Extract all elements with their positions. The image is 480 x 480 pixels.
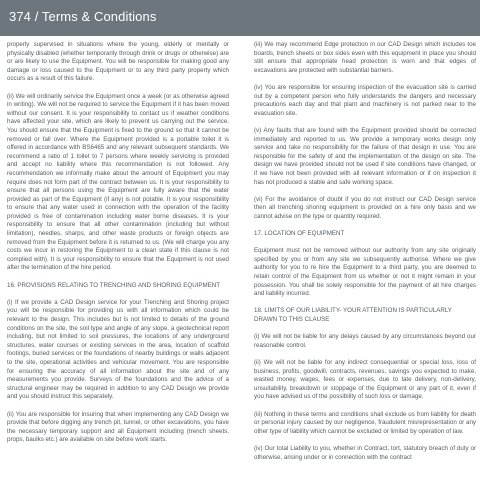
paragraph: (iv) Our total Liability to you, whether in Contract, tort, statutory breach of duty or otherwise, arising under or in connection with the contract <box>254 444 476 461</box>
paragraph: (iv) You are responsible for ensuring inspection of the evacuation site is carried out by a competent person who fully understands the dangers and necessary precautions each day and that plant and machinery is not parked near to the evacuation site. <box>254 83 476 117</box>
section-heading-17: 17. LOCATION OF EQUIPMENT <box>254 230 345 238</box>
paragraph: (v) Any faults that are found with the Equipment provided should be corrected immediately and reported to us. We provide a temporary works design only service and take no responsibility for the failure of that design in use. You are responsible for the safety of and the implementation of the design on site. The design we have provided should not be used if site conditions have changed, or if we have not been provided with all relevant information or if on inspection it has not produced a stable and safe working space. <box>254 126 476 186</box>
paragraph: Equipment must not be removed without our authority from any site originally specified by you or from any site we subsequently authorise. Where we give authority for you to re hire the Equipment to a third party, you are deemed to retain control of the Equipment from us whether or not it might remain in your possession. You shall be solely responsible for the payment of all hire charges and liability incurred. <box>254 247 476 298</box>
page-title <box>9 9 156 24</box>
paragraph: (i) If we provide a CAD Design service for your Trenching and Shoring project you will be responsible for providing us with all information which could be relevant to the design. This includes but is not limited to details of the ground conditions on the site, the soil type and angle of any slope, a geotechnical report including, but not limited to soil pressures, the locations of any underground structures, water courses or existing services in the area, location of scaffold footings, buried services or the foundations of nearby buildings or walls adjacent to the site, operational activities and vehicular movement. You are responsible for ensuring the accuracy of all information about the site and of any measurements you provide. Surveys of the foundations and the advice of a structural engineer may be required in addition to any CAD Design we provide and you should instruct this separately. <box>7 298 229 401</box>
left-column <box>7 41 229 454</box>
right-column <box>254 41 476 471</box>
page-header <box>0 0 480 36</box>
section-heading-18: 18. LIMITS OF OUR LIABILITY- YOUR ATTENTION IS PARTICULARLY DRAWN TO THIS CLAUSE <box>254 307 452 323</box>
paragraph: (iii) Nothing in these terms and conditions shall exclude us from liability for death or personal injury caused by our negligence, fraudulent misrepresentation or any other type of liability which cannot be excluded or limited by operation of law. <box>254 410 476 435</box>
page-number: 374 <box>9 9 31 24</box>
section-heading-16: 16. PROVISIONS RELATING TO TRENCHING AND SHORING EQUIPMENT <box>7 281 221 289</box>
title-separator: / <box>31 9 42 24</box>
paragraph: (ii) You are responsible for insuring that when implementing any CAD Design we provide that before digging any trench pit, tunnel, or other excavations, you have the necessary temporary support and all Equipment including (trench sheets, props, baulks etc.) are available on site before work starts. <box>7 410 229 444</box>
section-title: Terms & Conditions <box>41 9 157 24</box>
paragraph: (ii) We will not be liable for any indirect consequential or special loss, loss of business, profits, goodwill, contracts, revenues, savings you expected to make, wasted money, wages, fees or expenses, due to late delivery, non-delivery, unsuitability, breakdown or stoppage of the Equipment or any part of it, even if you have advised us of the possibility of such loss or damage. <box>254 358 476 401</box>
paragraph: (vi) For the avoidance of doubt if you do not instruct our CAD Design service then all trenching shoring equipment is provided on a hire only basis and we cannot advise on the type or quantity required. <box>254 195 476 220</box>
paragraph: properly supervised in situations where the young, elderly or mentally or physically disabled (whether temporarily through drink or drugs or otherwise) are or are likely to use the Equipment. You will be responsible for making good any damage or loss caused to the Equipment or to any third party property which occurs as a result of this failure. <box>7 41 229 83</box>
paragraph: (iii) We may recommend Edge protection in our CAD Design which includes toe boards, trench sheets or box sides even with this equipment in place you should still ensure that appropriate head protection is worn and that edges of excavations are protected with substantial barriers. <box>254 41 476 74</box>
paragraph: (ii) We will ordinarily service the Equipment once a week (or as otherwise agreed in writing). We will not be required to service the Equipment if it has been moved without our consent. It is your responsibility to contact us if weather conditions have affected your site, which are likely to prevent us carrying out the service. You should ensure that the Equipment is fixed to the ground so that it cannot be removed or fall over. Where the Equipment provided is a portable toilet it is offered in accordance with BS6465 and any relevant subsequent standards. We recommend a ratio of 1 toilet to 7 persons where weekly servicing is provided and accept no liability where this recommendation is not followed. Any recommendation we informally make about the amount of Equipment you may require does not form part of the contract between us. It is your responsibility to ensure that all persons using the Equipment are fully aware that the water provided as part of the Equipment (if any) is not potable. It is your responsibility to ensure that any water used in connection with the operation of the facility provided is free of contamination including water borne diseases. It is your responsibility to ensure that all other contamination (including but without limitation), needles, sharps, and other waste products or foreign objects are removed from the Equipment before it is returned to us. (We will charge you any costs we incur in restoring the Equipment to a clean state if this clause is not complied with). It is your responsibility to ensure that the Equipment is not used after the termination of the hire period. <box>7 92 229 272</box>
paragraph: (i) We will not be liable for any delays caused by any circumstances beyond our reasonable control. <box>254 333 476 349</box>
